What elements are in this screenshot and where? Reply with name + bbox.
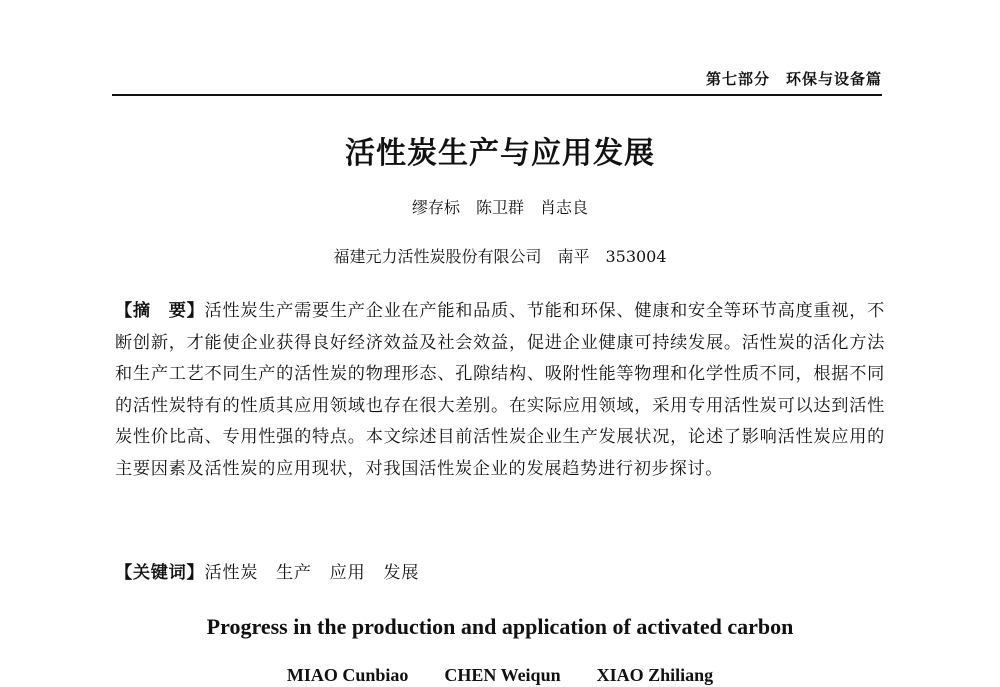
keywords-line: [115, 558, 885, 590]
english-author-list: MIAO Cunbiao CHEN Weiqun XIAO Zhiliang: [286, 665, 714, 685]
paper-title: 活性炭生产与应用发展: [345, 136, 655, 171]
keywords-text: 活性炭 生产 应用 发展: [204, 563, 420, 583]
abstract-text: 活性炭生产需要生产企业在产能和品质、节能和环保、健康和安全等环节高度重视，不断创新，才能使企业获得良好经济效益及社会效益，促进企业健康可持续发展。活性炭的活化方法和生产工艺不同生产的活性炭的物理形态、孔隙结构、吸附性能等物理和化学性质不同，根据不同的活性炭特有的性质其应用领域也存在很大差别。在实际应用领域，采用专用活性炭可以达到活性炭性价比高、专用性强的特点。本文综述目前活性炭企业生产发展状况，论述了影响活性炭应用的主要因素及活性炭的应用现状，对我国活性炭企业的发展趋势进行初步探讨。: [115, 301, 885, 479]
keywords-label: 【关键词】: [115, 563, 205, 583]
abstract-label: 【摘 要】: [115, 301, 205, 321]
affiliation: 福建元力活性炭股份有限公司 南平 353004: [333, 247, 667, 266]
running-header: [112, 64, 882, 96]
abstract-paragraph: [115, 296, 885, 485]
section-header-text: 第七部分 环保与设备篇: [705, 70, 882, 88]
english-title: Progress in the production and application of activated carbon: [206, 614, 794, 639]
author-list: 缪存标 陈卫群 肖志良: [411, 198, 588, 217]
